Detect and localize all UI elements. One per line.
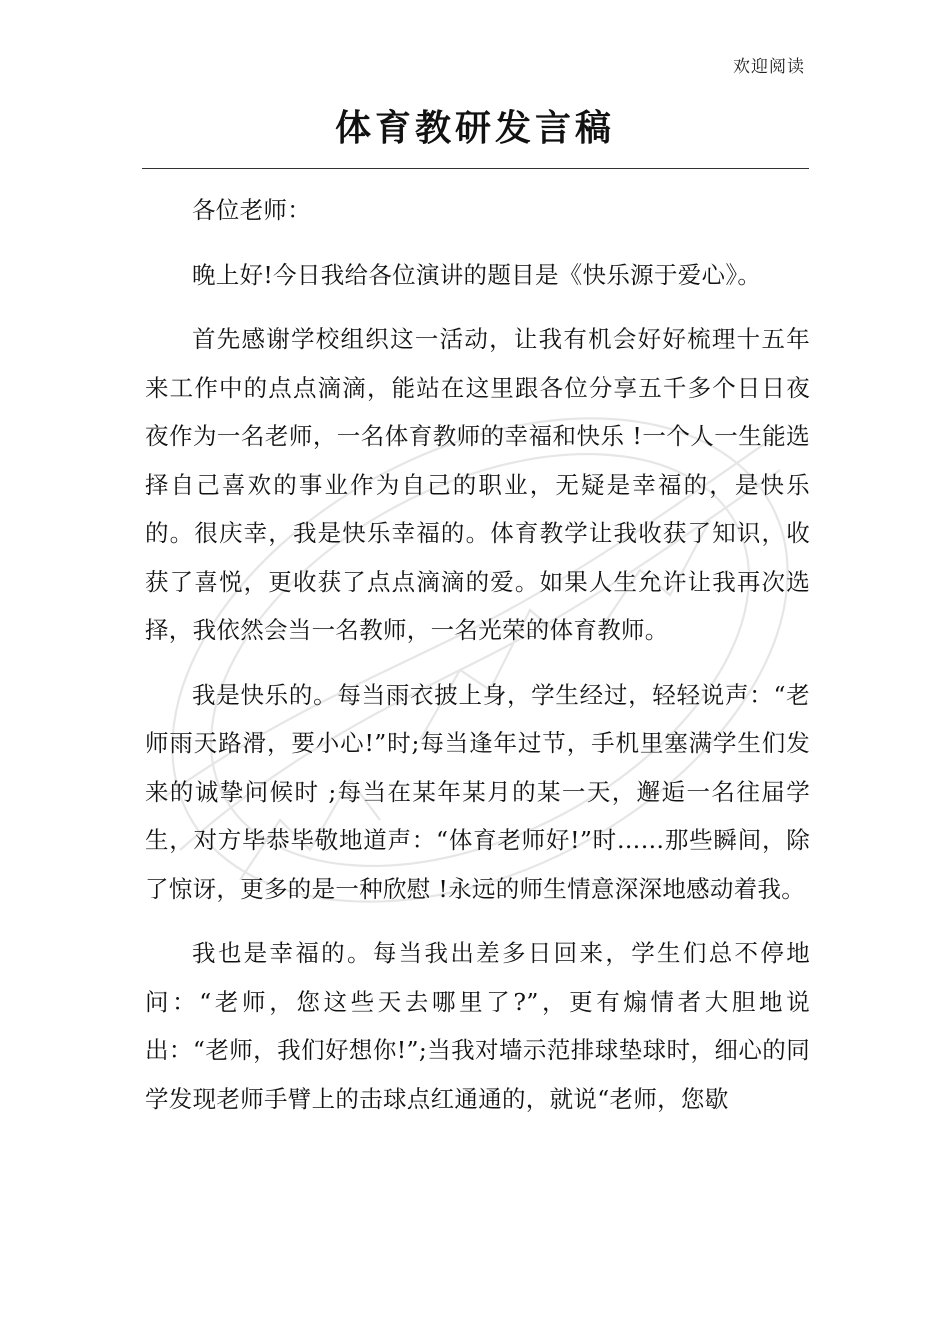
- document-body: [145, 186, 810, 1139]
- document-title: 体育教研发言稿: [334, 107, 615, 149]
- title-divider: [142, 168, 809, 169]
- paragraph-thanks: 首先感谢学校组织这一活动，让我有机会好好梳理十五年来工作中的点点滴滴，能站在这里跟各位分享五千多个日日夜夜作为一名老师，一名体育教师的幸福和快乐 !一个人一生能选择自己喜欢的事业作为自己的职业，无疑是幸福的，是快乐的。很庆幸，我是快乐幸福的。体育教学让我收获了知识，收获了喜悦，更收获了点点滴滴的爱。如果人生允许让我再次选择，我依然会当一名教师，一名光荣的体育教师。: [145, 325, 810, 644]
- paragraph-greeting: 各位老师：: [192, 196, 311, 224]
- header-note: 欢迎阅读: [733, 57, 805, 77]
- paragraph-happy: 我是快乐的。每当雨衣披上身，学生经过，轻轻说声：“老师雨天路滑，要小心!”时;每当逢年过节，手机里塞满学生们发来的诚挚问候时 ;每当在某年某月的某一天，邂逅一名往届学生，对方毕恭毕敬地道声：“体育老师好!”时……那些瞬间，除了惊讶，更多的是一种欣慰 !永远的师生情意深深地感动着我。: [145, 680, 810, 903]
- paragraph-intro: 晚上好!今日我给各位演讲的题目是《快乐源于爱心》。: [192, 260, 762, 289]
- paragraph-blessed: 我也是幸福的。每当我出差多日回来，学生们总不停地问：“老师，您这些天去哪里了?”，更有煽情者大胆地说出：“老师，我们好想你!”;当我对墙示范排球垫球时，细心的同学发现老师手臂上的击球点红通通的，就说“老师，您歇: [145, 939, 810, 1113]
